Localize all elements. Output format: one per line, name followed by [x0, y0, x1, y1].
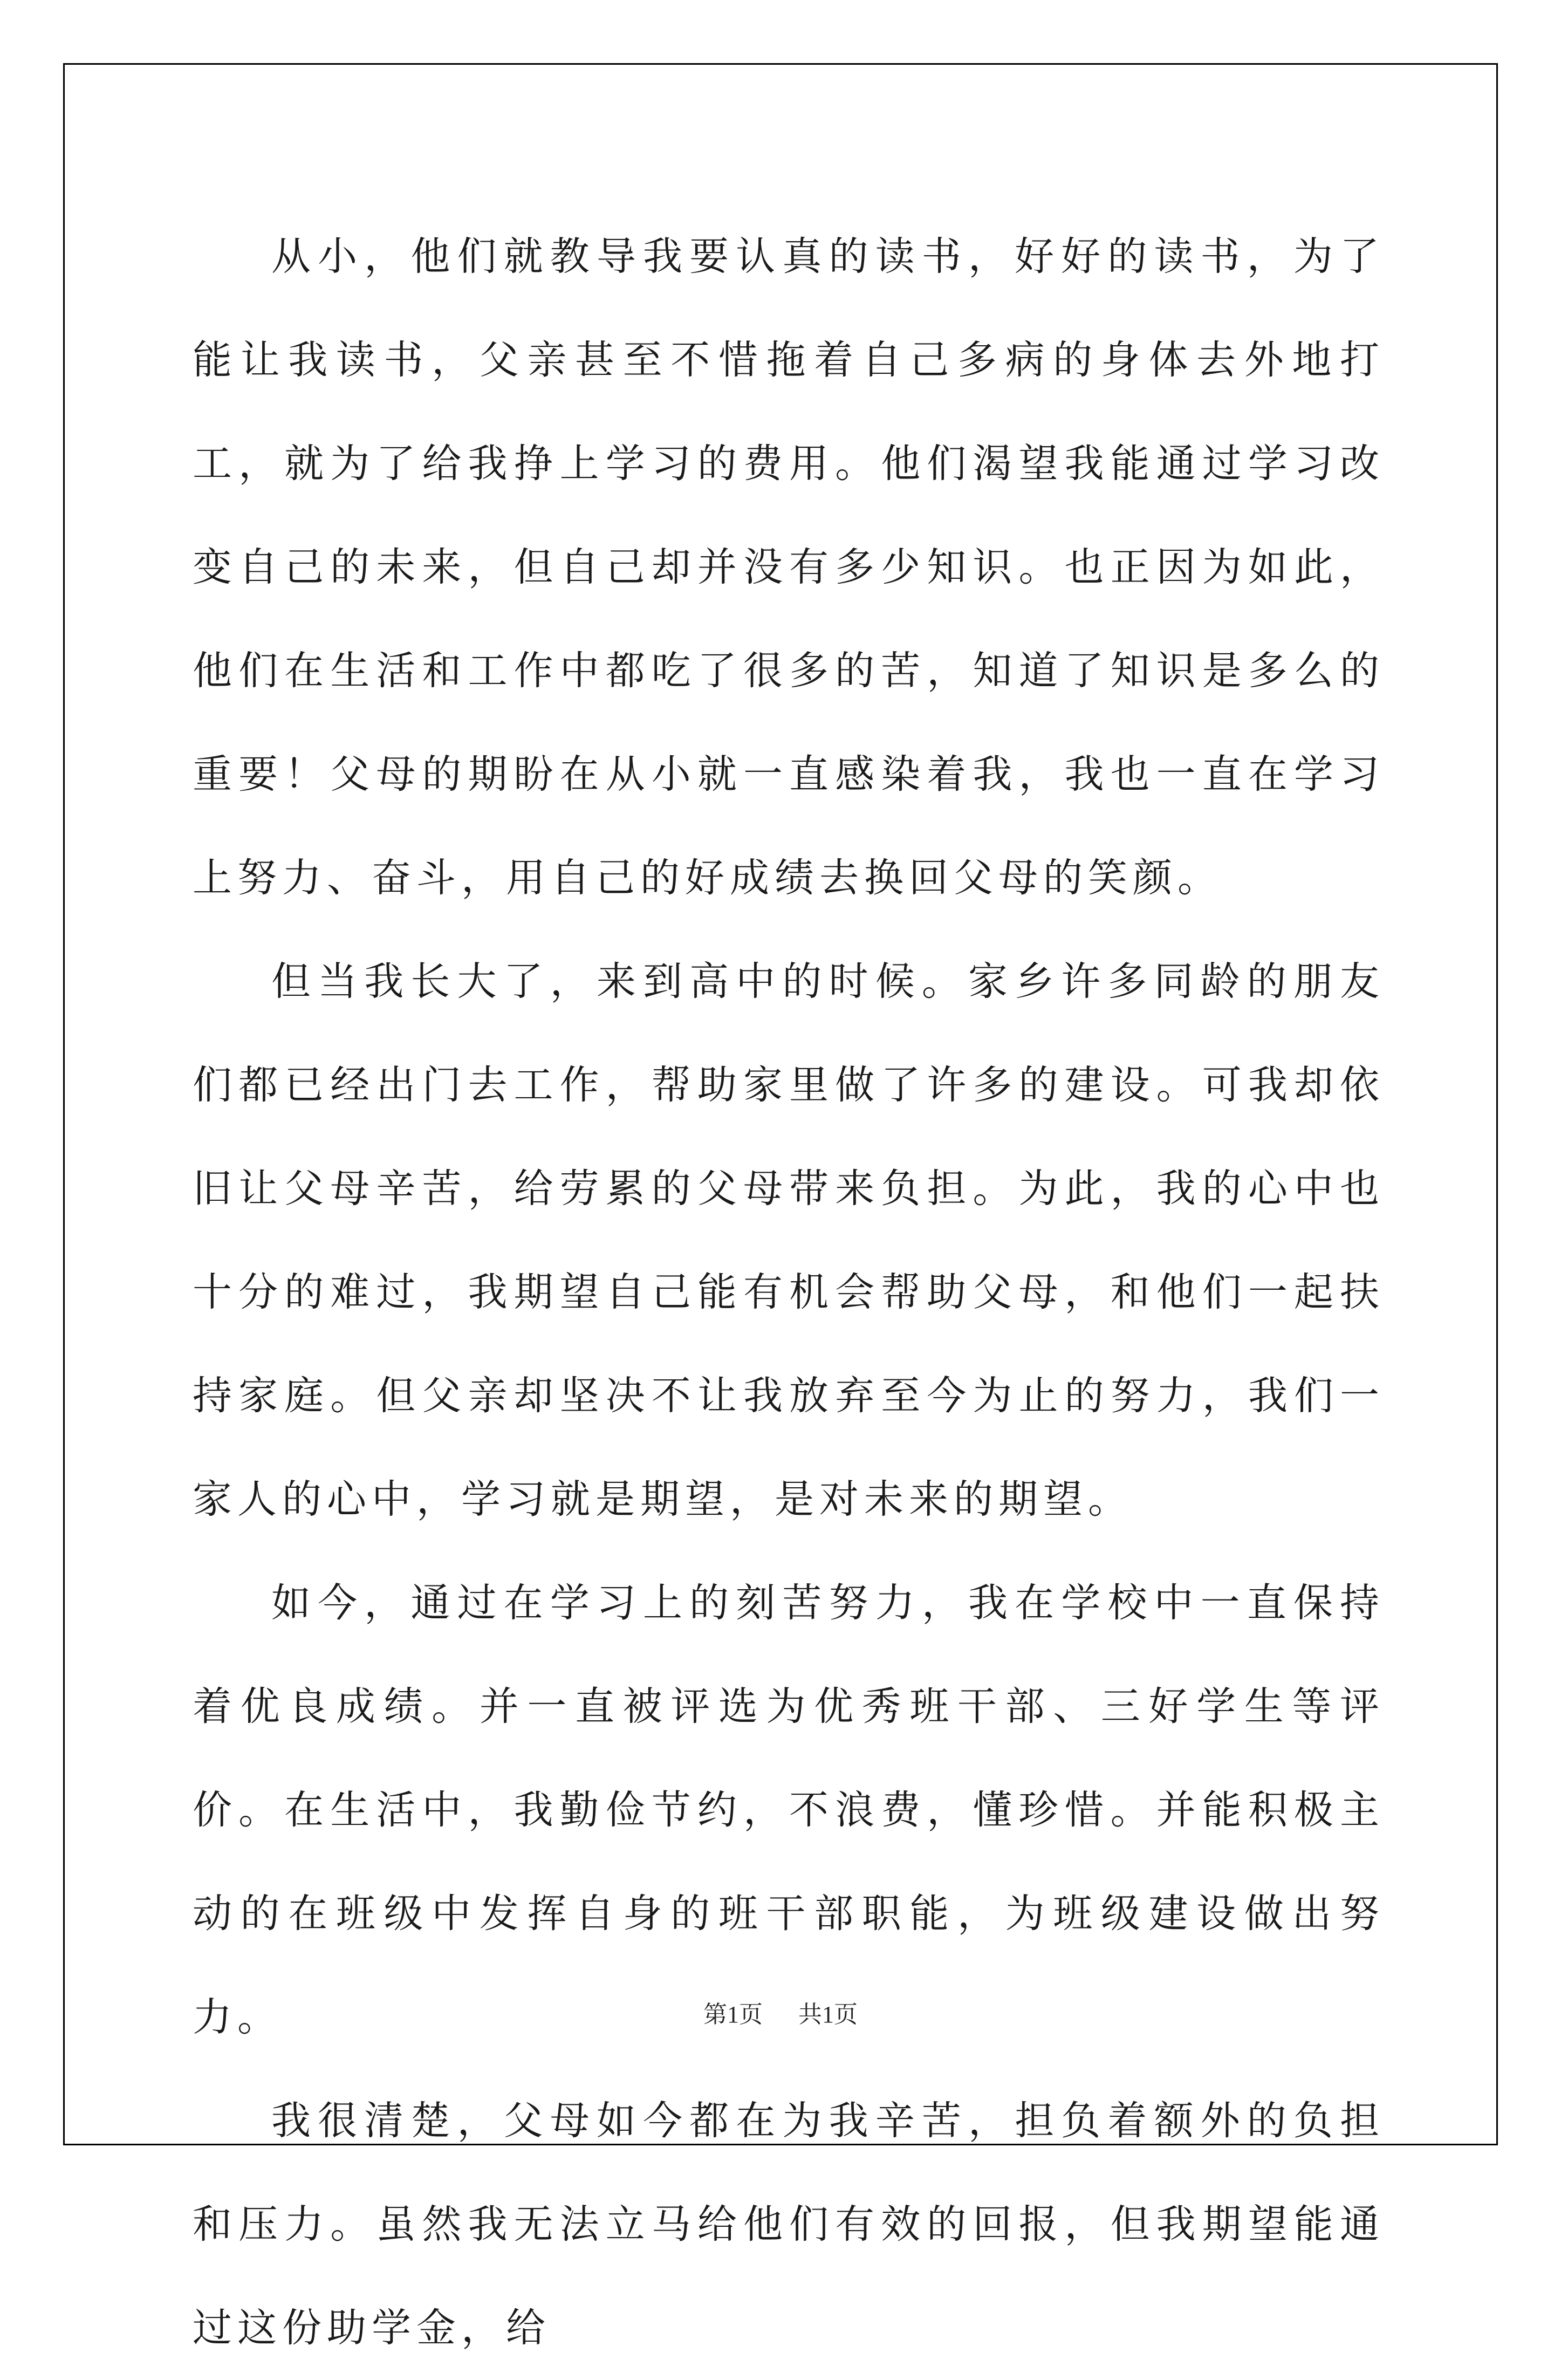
page-number-current: 第1页	[703, 2001, 763, 2028]
document-body	[193, 205, 1385, 2380]
page-number-total: 共1页	[798, 2001, 858, 2028]
paragraph-2: 但当我长大了，来到高中的时候。家乡许多同龄的朋友们都已经出门去工作，帮助家里做了许多的建设。可我却依旧让父母辛苦，给劳累的父母带来负担。为此，我的心中也十分的难过，我期望自己能有机会帮助父母，和他们一起扶持家庭。但父亲却坚决不让我放弃至今为止的努力，我们一家人的心中，学习就是期望，是对未来的期望。	[193, 959, 1385, 1522]
paragraph-1: 从小，他们就教导我要认真的读书，好好的读书，为了能让我读书，父亲甚至不惜拖着自己多病的身体去外地打工，就为了给我挣上学习的费用。他们渴望我能通过学习改变自己的未来，但自己却并没有多少知识。也正因为如此，他们在生活和工作中都吃了很多的苦，知道了知识是多么的重要！父母的期盼在从小就一直感染着我，我也一直在学习上努力、奋斗，用自己的好成绩去换回父母的笑颜。	[193, 234, 1385, 901]
paragraph-3: 如今，通过在学习上的刻苦努力，我在学校中一直保持着优良成绩。并一直被评选为优秀班干部、三好学生等评价。在生活中，我勤俭节约，不浪费，懂珍惜。并能积极主动的在班级中发挥自身的班干部职能，为班级建设做出努力。	[193, 1580, 1385, 2040]
paragraph-4: 我很清楚，父母如今都在为我辛苦，担负着额外的负担和压力。虽然我无法立马给他们有效的回报，但我期望能通过这份助学金，给	[193, 2098, 1385, 2351]
page-footer	[0, 1995, 1561, 2029]
